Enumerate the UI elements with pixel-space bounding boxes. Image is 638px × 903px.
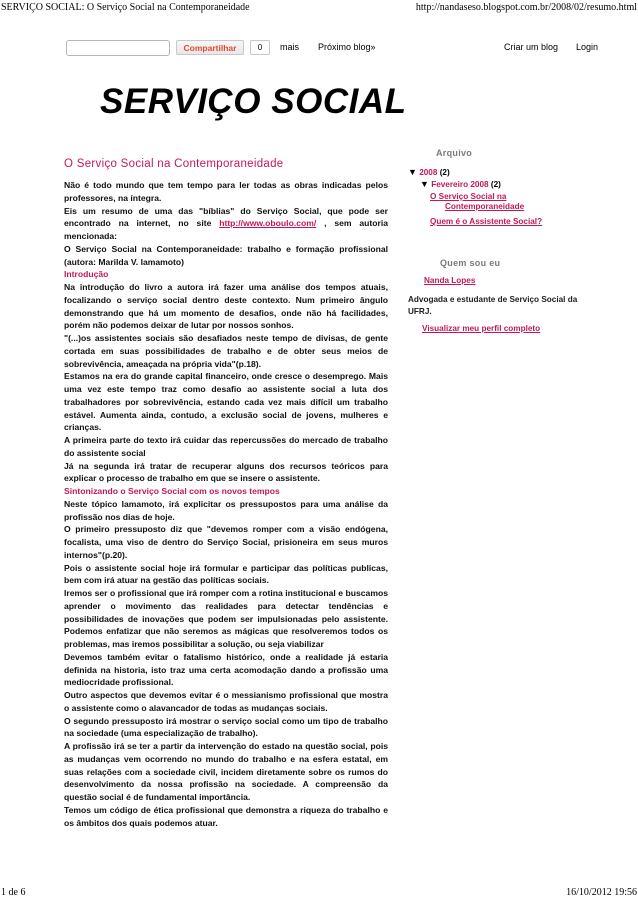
paragraph: Estamos na era do grande capital financeiro, onde cresce o desemprego. Mais uma vez este tempo traz como desafio ao assistente social a luta dos trabalhadores por sobrevivência, estando cada vez mais difícil um trabalho estável. Aumenta ainda, contudo, a exclusão social de jovens, mulheres e crianças. <box>64 371 388 433</box>
about-heading: Quem sou eu <box>440 258 501 268</box>
blogger-navbar <box>66 40 634 60</box>
author-name-link[interactable]: Nanda Lopes <box>424 276 476 285</box>
section-heading-introducao: Introdução <box>64 269 109 280</box>
print-footer <box>0 887 638 901</box>
archive-post-link[interactable] <box>430 192 580 212</box>
create-blog-link[interactable]: Criar um blog <box>504 42 559 52</box>
login-link[interactable]: Login <box>576 42 599 52</box>
archive-month-feb-2008 <box>420 179 501 189</box>
share-button[interactable]: Compartilhar <box>176 40 244 55</box>
toggle-expanded-icon[interactable]: ▼ <box>420 179 429 189</box>
archive-heading: Arquivo <box>436 148 473 158</box>
paragraph: Na introdução do livro a autora irá fazer uma análise dos tempos atuais, focalizando o serviço social dentro deste contexto. Num primeiro ângulo demonstrando que há um momento de desafios, onde não há facilidades, porém não podemos deixar de lutar por nossos sonhos. <box>64 282 388 331</box>
paragraph: Neste tópico Iamamoto, irá explicitar os pressupostos para uma análise da profissão nos dias de hoje. <box>64 498 388 522</box>
paragraph: Iremos ser o profissional que irá romper com a rotina institucional e buscamos aprender o movimento das realidades para detectar tendências e possibilidades de inovações que podem ser impulsionadas pelo assistente. Podemos enfatizar que não seremos as mágicas que resolveremos todos os problemas, mas iremos possibilitar a solução, ou seja viabilizar <box>64 588 388 649</box>
blog-title[interactable]: SERVIÇO SOCIAL <box>100 82 407 121</box>
print-header-url: http://nandaseso.blogspot.com.br/2008/02/resumo.html <box>415 2 637 13</box>
print-header-title: SERVIÇO SOCIAL: O Serviço Social na Contemporaneidade <box>1 2 250 13</box>
paragraph-text: , sem autoria mencionada: <box>64 218 389 241</box>
archive-month-link[interactable]: Fevereiro 2008 <box>431 180 489 189</box>
archive-year-2008 <box>408 167 450 177</box>
archive-year-link[interactable]: 2008 <box>419 168 438 177</box>
print-header <box>0 2 638 16</box>
next-blog-link[interactable]: Próximo blog» <box>318 42 376 52</box>
paragraph: Pois o assistente social hoje irá formular e participar das políticas publicas, bem com irá atuar na gestão das políticas sociais. <box>64 562 388 586</box>
view-profile-link[interactable]: Visualizar meu perfil completo <box>422 324 541 333</box>
page-number: 1 de 6 <box>1 887 26 898</box>
paragraph: O Serviço Social na Contemporaneidade: trabalho e formação profissional (autora: Marilda V. Iamamoto) <box>64 243 388 267</box>
toggle-expanded-icon[interactable]: ▼ <box>408 167 417 177</box>
section-heading-sintonizando: Sintonizando o Serviço Social com os novos tempos <box>64 486 280 496</box>
paragraph: Não é todo mundo que tem tempo para ler todas as obras indicadas pelos professores, na íntegra. <box>64 180 388 203</box>
more-link[interactable]: mais <box>280 42 300 52</box>
paragraph: Outro aspectos que devemos evitar é o messianismo profissional que mostra o assistente como o alavancador de todas as mudanças sociais. <box>64 690 388 713</box>
paragraph: A profissão irá se ter a partir da intervenção do estado na questão social, pois as mudanças vem ocorrendo no mundo do trabalho e na esfera estatal, em suas relações com a sociedade civil, incidem diretamente sobre os rumos do desenvolvimento da nossa profissão na sociedade. A compreensão da questão social é de fundamental importância. <box>64 741 388 802</box>
paragraph: Já na segunda irá tratar de recuperar alguns dos recursos teóricos para explicar o processo de trabalho em que se insere o assistente. <box>64 460 388 484</box>
archive-post-title-line[interactable]: Contemporaneidade <box>445 202 525 211</box>
paragraph: O segundo pressuposto irá mostrar o serviço social como um tipo de trabalho na sociedade (uma especialização de trabalho). <box>64 715 388 739</box>
paragraph: A primeira parte do texto irá cuidar das repercussões do mercado de trabalho do assistente social <box>64 435 388 458</box>
share-count: 0 <box>250 40 270 55</box>
archive-month-count: (2) <box>490 180 501 189</box>
archive-post-link[interactable]: Quem é o Assistente Social? <box>430 217 543 226</box>
paragraph: Devemos também evitar o fatalismo histórico, onde a realidade já estaria definida na historia, isto traz uma certa acomodação dando a profissão uma mediocridade profissional. <box>64 651 388 688</box>
archive-post-title-line[interactable]: O Serviço Social na <box>430 192 507 201</box>
paragraph: "(...)os assistentes sociais são desafiados neste tempo de divisas, de gente cortada em suas possibilidades de trabalho e de obter seus meios de sobrevivência, ameaçada na própria vida"(p.18). <box>64 333 388 369</box>
archive-year-count: (2) <box>439 168 450 177</box>
paragraph <box>64 205 388 243</box>
paragraph-text: Eis um resumo de uma das "bíblias" do Serviço Social, que pode ser encontrado na internet, no site <box>64 205 388 229</box>
post-title: O Serviço Social na Contemporaneidade <box>64 158 284 170</box>
post-body <box>64 179 388 829</box>
paragraph: Temos um código de ética profissional que demonstra a riqueza do trabalho e os âmbitos dos quais podemos atuar. <box>64 804 388 828</box>
print-timestamp: 16/10/2012 19:56 <box>566 887 637 898</box>
source-link[interactable]: http://www.oboulo.com/ <box>219 218 317 229</box>
author-description: Advogada e estudante de Serviço Social da UFRJ. <box>408 295 578 316</box>
post <box>64 158 388 829</box>
navbar-search-input[interactable] <box>66 40 170 56</box>
paragraph: O primeiro pressuposto diz que "devemos romper com a visão endógena, focalista, uma viso de dentro do Serviço Social, prisioneira em seus muros internos"(p.20). <box>64 524 388 560</box>
